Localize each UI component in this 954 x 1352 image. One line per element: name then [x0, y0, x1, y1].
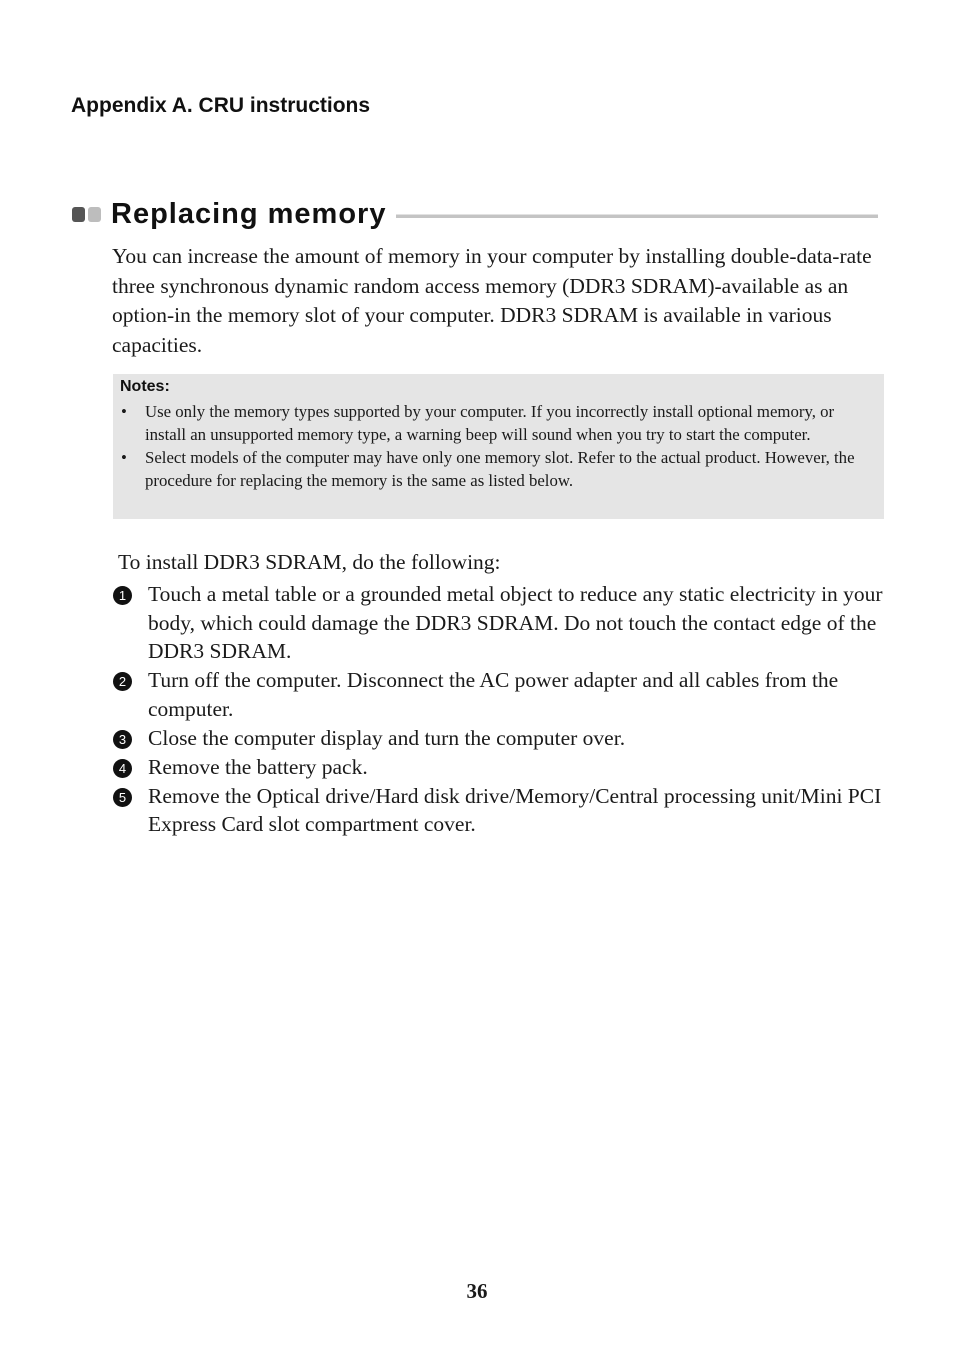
step-number-icon: 3 [113, 730, 132, 749]
note-item [120, 400, 874, 446]
intro-paragraph: You can increase the amount of memory in your computer by installing double-data-rate three synchronous dynamic random access memory (DDR3 SDRAM)-available as an option-in the memory slot of your computer. DDR3 SDRAM is available in various capacities. [112, 244, 872, 357]
section-title: Replacing memory [111, 197, 387, 230]
notes-list [120, 400, 874, 492]
procedure-steps [113, 580, 883, 839]
step-number-icon: 1 [113, 586, 132, 605]
appendix-heading: Appendix A. CRU instructions [71, 94, 371, 117]
step-text: Remove the battery pack. [148, 754, 368, 779]
notes-label: Notes: [120, 378, 170, 395]
step-item [113, 724, 883, 753]
step-text: Close the computer display and turn the computer over. [148, 725, 626, 750]
note-text: Use only the memory types supported by your computer. If you incorrectly install optional memory, or install an unsupported memory type, a warning beep will sound when you try to start the computer. [145, 402, 835, 444]
step-text: Remove the Optical drive/Hard disk drive/Memory/Central processing unit/Mini PCI Express Card slot compartment cover. [148, 783, 882, 836]
section-marker-light-icon [88, 207, 101, 222]
step-text: Touch a metal table or a grounded metal object to reduce any static electricity in your body, which could damage the DDR3 SDRAM. Do not touch the contact edge of the DDR3 SDRAM. [148, 582, 883, 663]
section-rule [396, 214, 878, 218]
note-item [120, 446, 874, 492]
procedure-lead: To install DDR3 SDRAM, do the following: [118, 550, 501, 574]
step-item [113, 580, 883, 666]
step-item [113, 666, 883, 723]
step-text: Turn off the computer. Disconnect the AC power adapter and all cables from the computer. [148, 668, 839, 721]
section-header [72, 196, 878, 232]
section-marker-dark-icon [72, 207, 85, 222]
step-item [113, 753, 883, 782]
bullet-icon: • [121, 402, 127, 421]
step-number-icon: 2 [113, 672, 132, 691]
step-item [113, 782, 883, 839]
step-number-icon: 5 [113, 788, 132, 807]
notes-box [113, 374, 884, 519]
step-number-icon: 4 [113, 759, 132, 778]
page-number: 36 [466, 1279, 488, 1303]
note-text: Select models of the computer may have only one memory slot. Refer to the actual product. However, the procedure for replacing the memory is the same as listed below. [145, 448, 855, 490]
bullet-icon: • [121, 448, 127, 467]
